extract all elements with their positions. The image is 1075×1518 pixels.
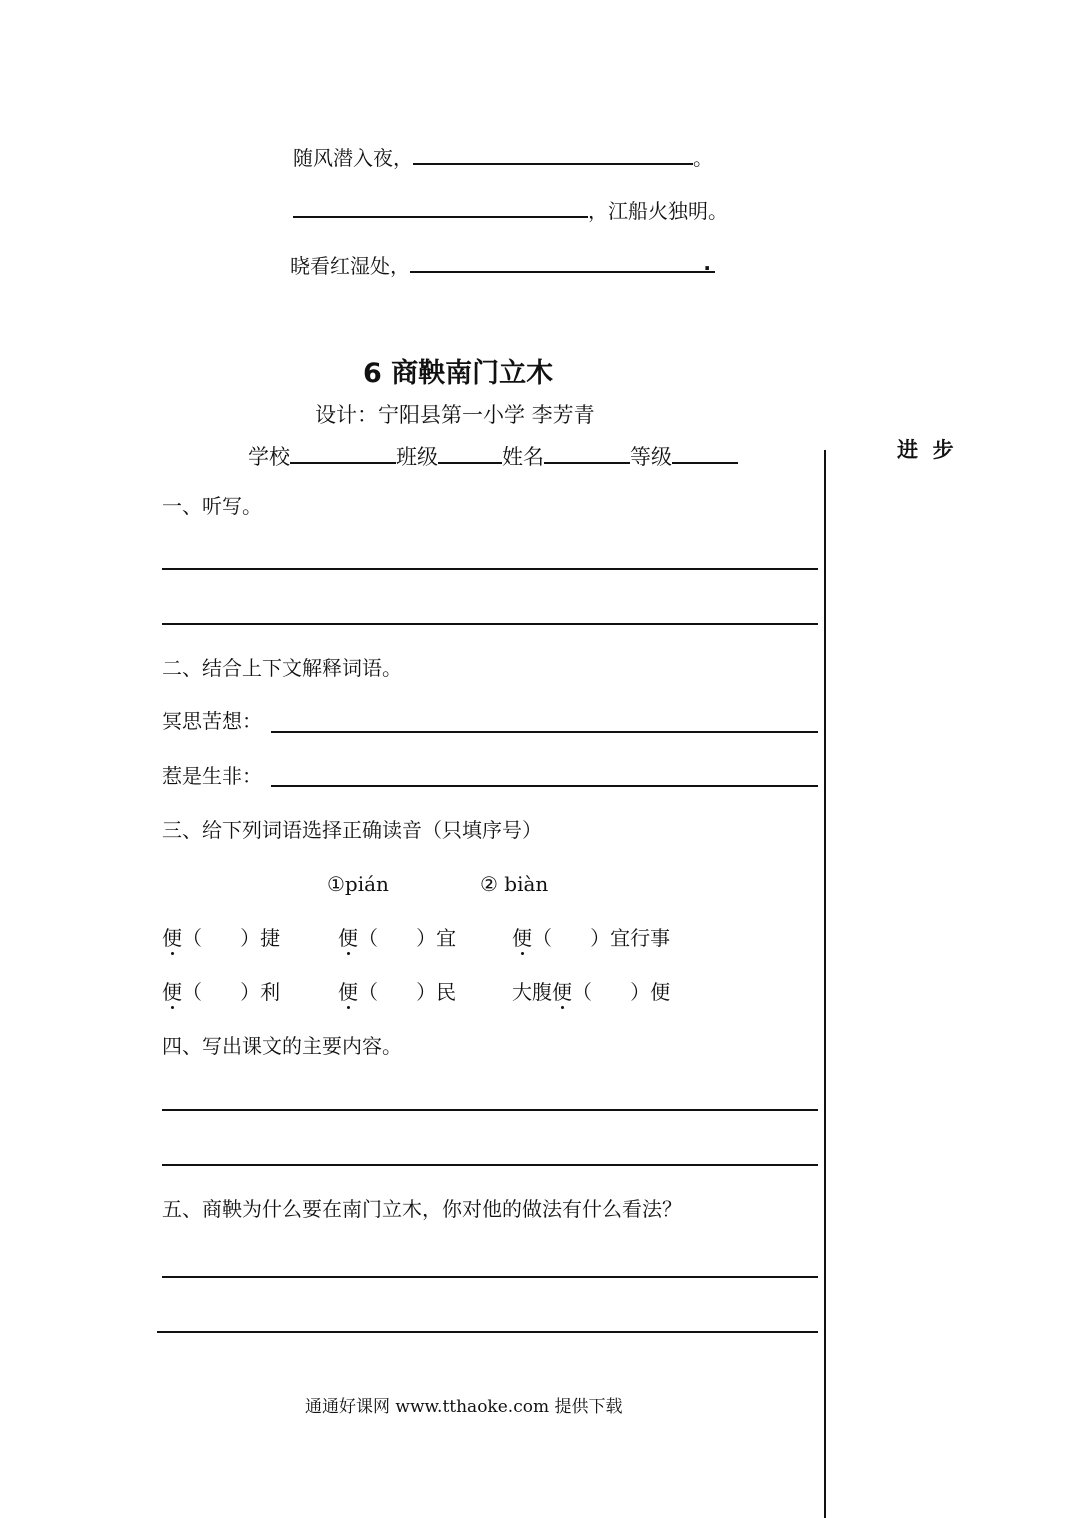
poem-line-2 <box>293 196 728 223</box>
pinyin-option-1: ①pián <box>327 872 389 896</box>
section-1-heading: 一、听写。 <box>162 494 262 518</box>
term-2-label: 惹是生非： <box>162 764 262 788</box>
grade-label: 等级 <box>630 445 672 469</box>
poem-line-3 <box>290 251 715 278</box>
progress-label: 进 步 <box>897 438 954 462</box>
poem-line-2-suffix: ，江船火独明。 <box>588 199 728 223</box>
poem-line-3-blank[interactable] <box>410 251 715 273</box>
term-2-answer-line[interactable] <box>271 785 818 787</box>
summary-line-2[interactable] <box>162 1164 818 1166</box>
margin-divider <box>824 450 826 1518</box>
dictation-line-2[interactable] <box>162 623 818 625</box>
dotted-char: 便 <box>162 980 182 1004</box>
dotted-char: 便 <box>512 926 532 950</box>
school-field[interactable] <box>290 440 396 464</box>
dotted-char: 便 <box>552 980 572 1004</box>
section-3-heading: 三、给下列词语选择正确读音（只填序号） <box>162 818 542 842</box>
class-label: 班级 <box>396 445 438 469</box>
pron-item: 便（ ）利 <box>162 980 281 1004</box>
lesson-title: 6 商鞅南门立木 <box>363 358 554 389</box>
poem-line-1-blank[interactable] <box>413 143 693 165</box>
term-1-answer-line[interactable] <box>271 731 818 733</box>
school-label: 学校 <box>248 445 290 469</box>
summary-line-1[interactable] <box>162 1109 818 1111</box>
dotted-char: 便 <box>338 926 358 950</box>
opinion-line-1[interactable] <box>162 1276 818 1278</box>
section-2-heading: 二、结合上下文解释词语。 <box>162 656 402 680</box>
pron-item: 便（ ）宜 <box>338 926 457 950</box>
opinion-line-2[interactable] <box>157 1331 818 1333</box>
answer-paren[interactable]: （ ） <box>358 926 437 950</box>
pron-item: 大腹便（ ）便 <box>512 980 671 1004</box>
pron-item: 便（ ）捷 <box>162 926 281 950</box>
poem-line-1-prefix: 随风潜入夜， <box>293 146 413 170</box>
student-info-row <box>248 440 738 470</box>
poem-line-3-period: . <box>703 251 711 275</box>
section-5-heading: 五、商鞅为什么要在南门立木，你对他的做法有什么看法？ <box>162 1197 682 1221</box>
name-field[interactable] <box>544 440 630 464</box>
section-4-heading: 四、写出课文的主要内容。 <box>162 1034 402 1058</box>
class-field[interactable] <box>438 440 502 464</box>
answer-paren[interactable]: （ ） <box>182 926 261 950</box>
poem-line-2-blank[interactable] <box>293 196 588 218</box>
grade-field[interactable] <box>672 440 738 464</box>
pron-item: 便（ ）民 <box>338 980 457 1004</box>
term-1-label: 冥思苦想： <box>162 709 262 733</box>
dotted-char: 便 <box>338 980 358 1004</box>
poem-line-1 <box>293 143 713 170</box>
poem-line-3-prefix: 晓看红湿处， <box>290 254 410 278</box>
answer-paren[interactable]: （ ） <box>182 980 261 1004</box>
pinyin-option-2: ② biàn <box>480 872 549 896</box>
lesson-designer: 设计：宁阳县第一小学 李芳青 <box>315 403 595 427</box>
pron-item: 便（ ）宜行事 <box>512 926 671 950</box>
answer-paren[interactable]: （ ） <box>572 980 651 1004</box>
name-label: 姓名 <box>502 445 544 469</box>
dictation-line-1[interactable] <box>162 568 818 570</box>
poem-line-1-suffix: 。 <box>693 146 713 170</box>
footer-credit: 通通好课网 www.tthaoke.com 提供下载 <box>305 1397 623 1417</box>
answer-paren[interactable]: （ ） <box>532 926 611 950</box>
answer-paren[interactable]: （ ） <box>358 980 437 1004</box>
dotted-char: 便 <box>162 926 182 950</box>
